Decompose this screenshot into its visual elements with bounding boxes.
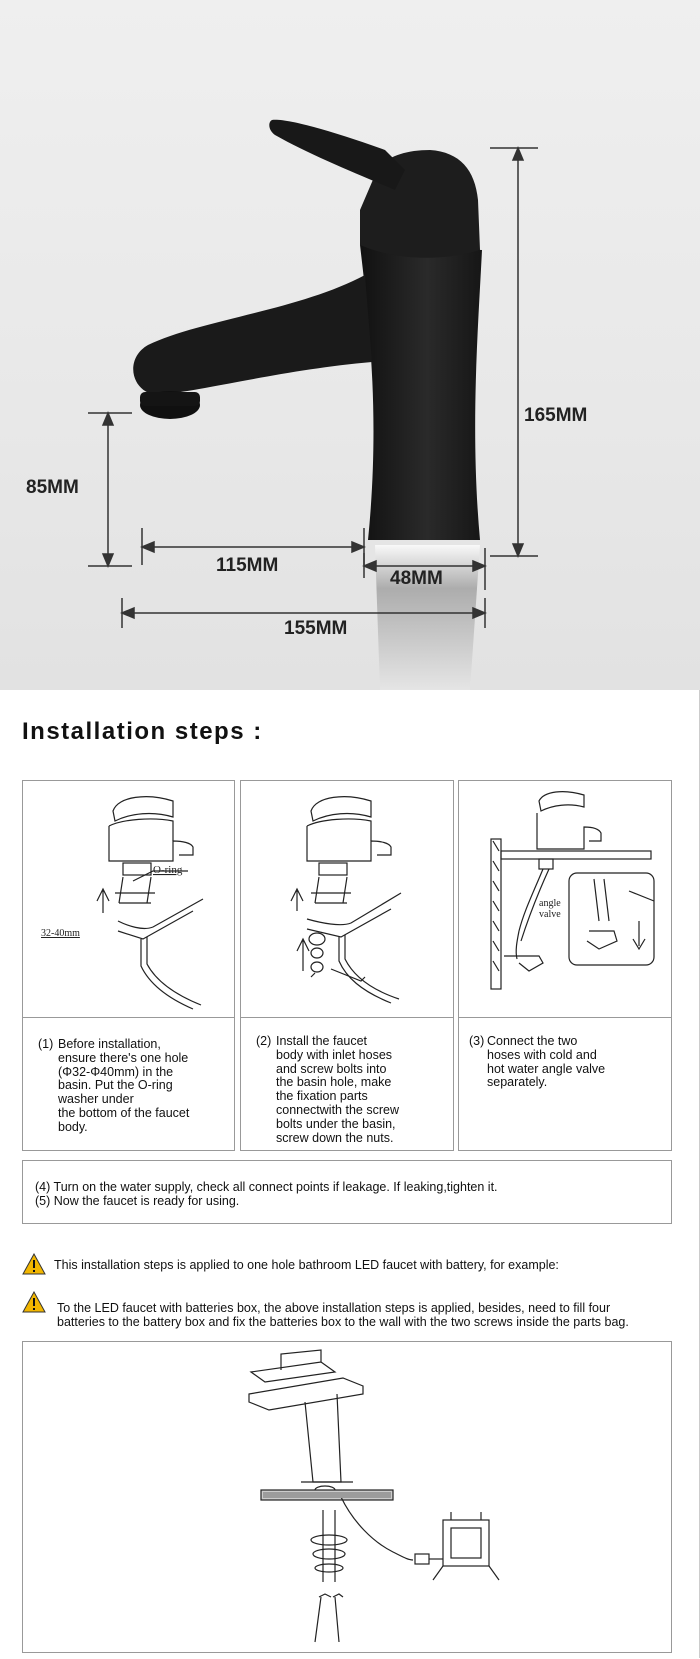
oring-label: O-ring [153, 864, 183, 876]
step-3-drawing [459, 781, 671, 1017]
notes-box [22, 1160, 672, 1224]
note-step-5: (5) Now the faucet is ready for using. [35, 1194, 240, 1208]
step-1-number: (1) [38, 1037, 54, 1051]
step-2-drawing [241, 781, 453, 1017]
product-photo [0, 0, 700, 690]
warning-icon [22, 1253, 46, 1275]
page-title: Installation steps : [22, 718, 263, 745]
dimension-spout-height: 85MM [26, 477, 79, 498]
step-1-line: Before installation, [58, 1037, 161, 1051]
note-step-4: (4) Turn on the water supply, check all connect points if leakage. If leaking,tighten it. [35, 1180, 498, 1194]
step-2-number: (2) [256, 1034, 272, 1048]
dimension-base: 48MM [390, 568, 443, 589]
step-1-line: basin. Put the O-ring [58, 1078, 173, 1093]
step-2-line: connectwith the screw [276, 1102, 399, 1117]
step-1-line: the bottom of the faucet [58, 1105, 190, 1120]
led-faucet-diagram [22, 1341, 672, 1653]
warning-2 [22, 1291, 672, 1331]
step-2-line: bolts under the basin, [276, 1116, 396, 1131]
step-1-line: ensure there's one hole [58, 1050, 189, 1065]
step-1-text-box [22, 1018, 235, 1151]
step-2-text-box [240, 1018, 454, 1151]
faucet-body [360, 245, 482, 540]
step-2-line: the fixation parts [276, 1089, 368, 1104]
dimension-reach: 115MM [216, 555, 279, 576]
dimension-length: 155MM [284, 618, 348, 639]
led-faucet-drawing [23, 1342, 671, 1652]
step-1-line: body. [58, 1119, 88, 1134]
step-2-line: Install the faucet [276, 1034, 368, 1048]
step-1-line: washer under [58, 1092, 134, 1107]
step-2-line: body with inlet hoses [276, 1047, 393, 1062]
step-1-line: (Φ32-Φ40mm) in the [58, 1064, 174, 1079]
step-3-diagram [458, 780, 672, 1018]
step-3-text-box [458, 1018, 672, 1151]
faucet-spout [133, 275, 372, 395]
step-2-line: screw down the nuts. [276, 1130, 394, 1145]
step-3-number: (3) [469, 1034, 485, 1048]
warning-1-text: This installation steps is applied to one hole bathroom LED faucet with battery, for example: [54, 1258, 559, 1272]
hole-size-label: 32-40mm [41, 928, 80, 939]
step-1-drawing [23, 781, 234, 1017]
warning-2-text [57, 1301, 629, 1329]
faucet-lever [269, 120, 405, 190]
step-3-line: hot water angle valve [487, 1061, 606, 1076]
step-1-diagram [22, 780, 235, 1018]
step-3-line: hoses with cold and [487, 1047, 597, 1062]
step-3-line: separately. [487, 1075, 548, 1090]
warning-1 [22, 1253, 672, 1277]
step-3-line: Connect the two [487, 1034, 578, 1048]
warning-2-line-2: batteries to the battery box and fix the batteries box to the wall with the two screws inside the parts bag. [57, 1315, 629, 1329]
dimension-height-total: 165MM [524, 405, 588, 426]
faucet-illustration [0, 0, 700, 690]
angle-label: angle [539, 898, 561, 909]
warning-icon [22, 1291, 46, 1313]
warning-2-line-1: To the LED faucet with batteries box, the above installation steps is applied, besides, need to fill four [57, 1301, 611, 1315]
step-2-line: and screw bolts into [276, 1061, 387, 1076]
step-2-diagram [240, 780, 454, 1018]
step-2-line: the basin hole, make [276, 1075, 392, 1090]
valve-label: valve [539, 909, 561, 920]
